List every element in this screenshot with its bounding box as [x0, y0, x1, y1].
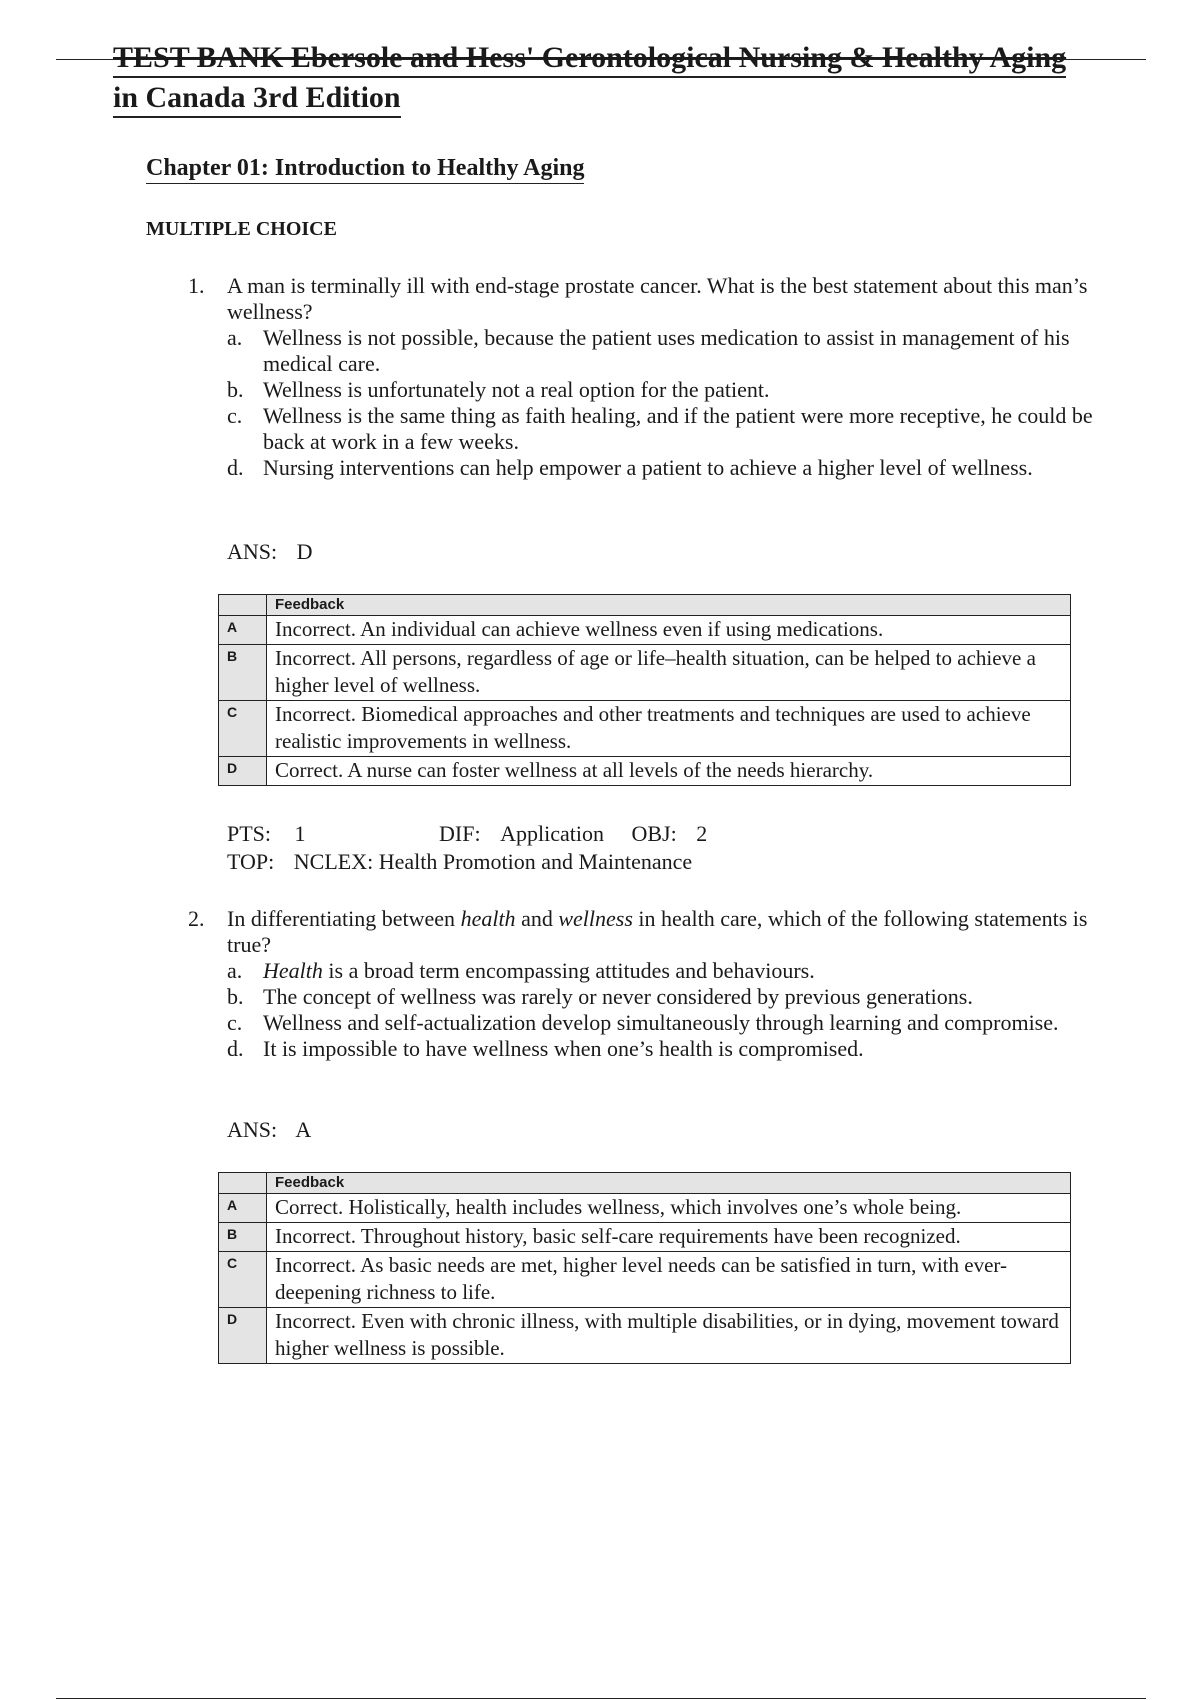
option-b	[227, 984, 1118, 1010]
feedback-text: Incorrect. An individual can achieve wellness even if using medications.	[267, 616, 1071, 645]
pts-label: PTS:	[227, 821, 272, 846]
answer-options	[188, 958, 1118, 1062]
top-value: NCLEX: Health Promotion and Maintenance	[293, 849, 693, 874]
document-title	[113, 38, 1153, 118]
feedback-text: Incorrect. As basic needs are met, higher level needs can be satisfied in turn, with ever-deepening richness to life.	[267, 1252, 1071, 1308]
feedback-text: Incorrect. All persons, regardless of age or life–health situation, can be helped to achieve a higher level of wellness.	[267, 645, 1071, 701]
meta-row-1	[227, 820, 707, 848]
question-text: A man is terminally ill with end-stage prostate cancer. What is the best statement about this man’s wellness?	[227, 273, 1088, 324]
feedback-table-1	[218, 594, 1071, 786]
option-text: Wellness is unfortunately not a real option for the patient.	[263, 377, 770, 402]
answer-line-1	[227, 539, 313, 565]
feedback-text: Correct. Holistically, health includes wellness, which involves one’s whole being.	[267, 1194, 1071, 1223]
feedback-row	[219, 701, 1071, 757]
option-text: Nursing interventions can help empower a patient to achieve a higher level of wellness.	[263, 455, 1033, 480]
answer-value: A	[295, 1117, 312, 1142]
chapter-heading: Chapter 01: Introduction to Healthy Aging	[146, 153, 584, 184]
question-2	[188, 906, 1118, 1062]
question-text-part: and	[515, 906, 559, 931]
top-label: TOP:	[227, 849, 275, 874]
question-term-health: health	[460, 906, 516, 931]
option-letter: a.	[227, 958, 243, 983]
section-heading: MULTIPLE CHOICE	[146, 218, 337, 240]
feedback-key: A	[219, 616, 267, 645]
option-letter: d.	[227, 455, 244, 480]
dif-label: DIF:	[439, 821, 481, 846]
option-d	[227, 455, 1118, 481]
option-text: Wellness is not possible, because the patient uses medication to assist in management of his medical care.	[263, 325, 1070, 376]
option-text: Wellness and self-actualization develop simultaneously through learning and compromise.	[263, 1010, 1059, 1035]
answer-value: D	[296, 539, 313, 564]
option-text: It is impossible to have wellness when one’s health is compromised.	[263, 1036, 864, 1061]
title-line-1: TEST BANK Ebersole and Hess' Gerontological Nursing & Healthy Aging	[113, 40, 1066, 78]
feedback-header: Feedback	[267, 1173, 1071, 1194]
feedback-header: Feedback	[267, 595, 1071, 616]
option-d	[227, 1036, 1118, 1062]
option-a	[227, 958, 1118, 984]
question-text-part: In differentiating between	[227, 906, 461, 931]
answer-label: ANS:	[227, 1117, 278, 1142]
feedback-row	[219, 645, 1071, 701]
option-b	[227, 377, 1118, 403]
feedback-row	[219, 1194, 1071, 1223]
feedback-row	[219, 757, 1071, 786]
feedback-key: C	[219, 1252, 267, 1308]
feedback-key: C	[219, 701, 267, 757]
feedback-key: D	[219, 757, 267, 786]
option-c	[227, 1010, 1118, 1036]
option-text: The concept of wellness was rarely or never considered by previous generations.	[263, 984, 973, 1009]
option-letter: b.	[227, 984, 244, 1009]
feedback-key: A	[219, 1194, 267, 1223]
feedback-row	[219, 1308, 1071, 1364]
obj-label: OBJ:	[631, 821, 677, 846]
obj-value: 2	[696, 821, 708, 846]
feedback-row	[219, 1223, 1071, 1252]
question-number: 1.	[188, 273, 205, 298]
question-stem	[188, 273, 1118, 325]
feedback-key-header	[219, 1173, 267, 1194]
feedback-row	[219, 1252, 1071, 1308]
question-number: 2.	[188, 906, 205, 931]
feedback-text: Correct. A nurse can foster wellness at all levels of the needs hierarchy.	[267, 757, 1071, 786]
feedback-header-row	[219, 595, 1071, 616]
answer-options	[188, 325, 1118, 481]
answer-line-2	[227, 1117, 311, 1143]
feedback-row	[219, 616, 1071, 645]
feedback-key: B	[219, 645, 267, 701]
feedback-header-row	[219, 1173, 1071, 1194]
feedback-text: Incorrect. Even with chronic illness, with multiple disabilities, or in dying, movement toward higher wellness is possible.	[267, 1308, 1071, 1364]
feedback-table-2	[218, 1172, 1071, 1364]
question-1	[188, 273, 1118, 481]
option-a	[227, 325, 1118, 377]
feedback-text: Incorrect. Biomedical approaches and other treatments and techniques are used to achieve realistic improvements in wellness.	[267, 701, 1071, 757]
option-letter: b.	[227, 377, 244, 402]
bottom-rule	[56, 1698, 1146, 1699]
option-letter: d.	[227, 1036, 244, 1061]
pts-value: 1	[294, 821, 306, 846]
feedback-key: D	[219, 1308, 267, 1364]
feedback-key: B	[219, 1223, 267, 1252]
option-text: Wellness is the same thing as faith healing, and if the patient were more receptive, he could be back at work in a few weeks.	[263, 403, 1093, 454]
dif-value: Application	[500, 821, 604, 846]
option-text: is a broad term encompassing attitudes and behaviours.	[322, 958, 815, 983]
question-stem	[188, 906, 1118, 958]
answer-label: ANS:	[227, 539, 278, 564]
question-text-part: in health care, which of the following statements is true?	[227, 906, 1088, 957]
feedback-key-header	[219, 595, 267, 616]
option-letter: c.	[227, 403, 243, 428]
question-metadata-1	[227, 820, 707, 876]
option-c	[227, 403, 1118, 455]
feedback-text: Incorrect. Throughout history, basic self-care requirements have been recognized.	[267, 1223, 1071, 1252]
question-term-wellness: wellness	[558, 906, 633, 931]
meta-row-2	[227, 848, 707, 876]
title-line-2: in Canada 3rd Edition	[113, 80, 401, 118]
option-term: Health	[263, 958, 323, 983]
option-letter: c.	[227, 1010, 243, 1035]
option-letter: a.	[227, 325, 243, 350]
